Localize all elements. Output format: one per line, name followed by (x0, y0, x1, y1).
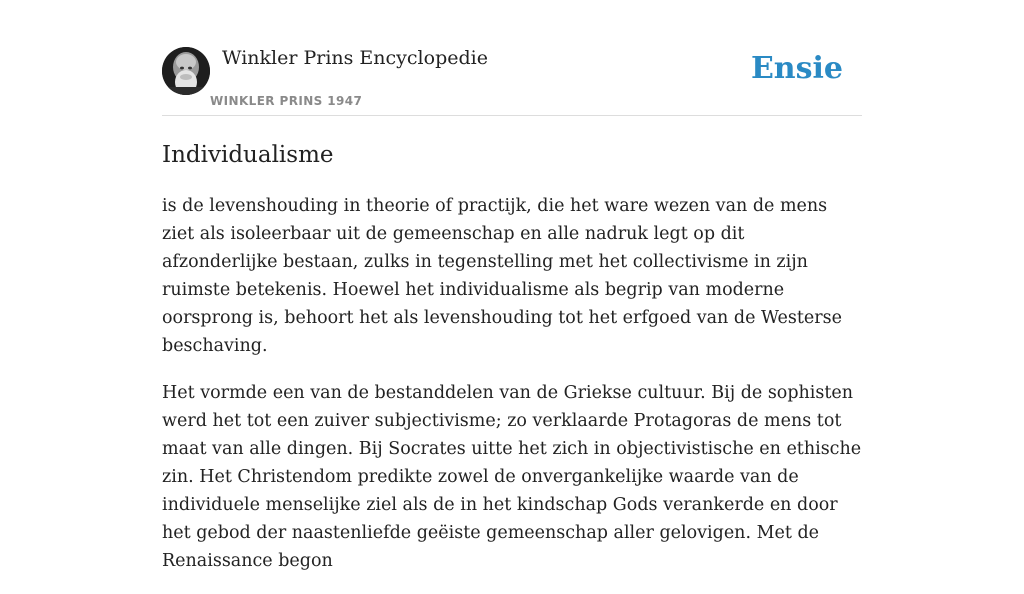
paragraph: Het vormde een van de bestanddelen van de Griekse cultuur. Bij de sophisten werd het tot een zuiver subjectivisme; zo verklaarde Protagoras de mens tot maat van alle dingen. Bij Socrates uitte het zich in objectivistische en ethische zin. Het Christendom predikte zowel de onvergankelijke waarde van de individuele menselijke ziel als de in het kindschap Gods verankerde en door het gebod der naastenliefde geëiste gemeenschap aller gelovigen. Met de Renaissance begon (162, 383, 862, 571)
paragraph: is de levenshouding in theorie of practijk, die het ware wezen van de mens ziet als isoleerbaar uit de gemeenschap en alle nadruk legt op dit afzonderlijke bestaan, zulks in tegenstelling met het collectivisme in zijn ruimste betekenis. Hoewel het individualisme als begrip van moderne oorsprong is, behoort het als levenshouding tot het erfgoed van de Westerse beschaving. (162, 196, 842, 356)
article-body (162, 192, 862, 594)
portrait-image (162, 47, 210, 95)
page (162, 0, 862, 571)
source-edition: WINKLER PRINS 1947 (210, 94, 363, 108)
article-title: Individualisme (162, 142, 334, 168)
avatar[interactable] (162, 47, 210, 95)
brand-logo[interactable]: Ensie (750, 51, 843, 86)
source-name[interactable]: Winkler Prins Encyclopedie (222, 47, 488, 69)
header (162, 0, 862, 116)
